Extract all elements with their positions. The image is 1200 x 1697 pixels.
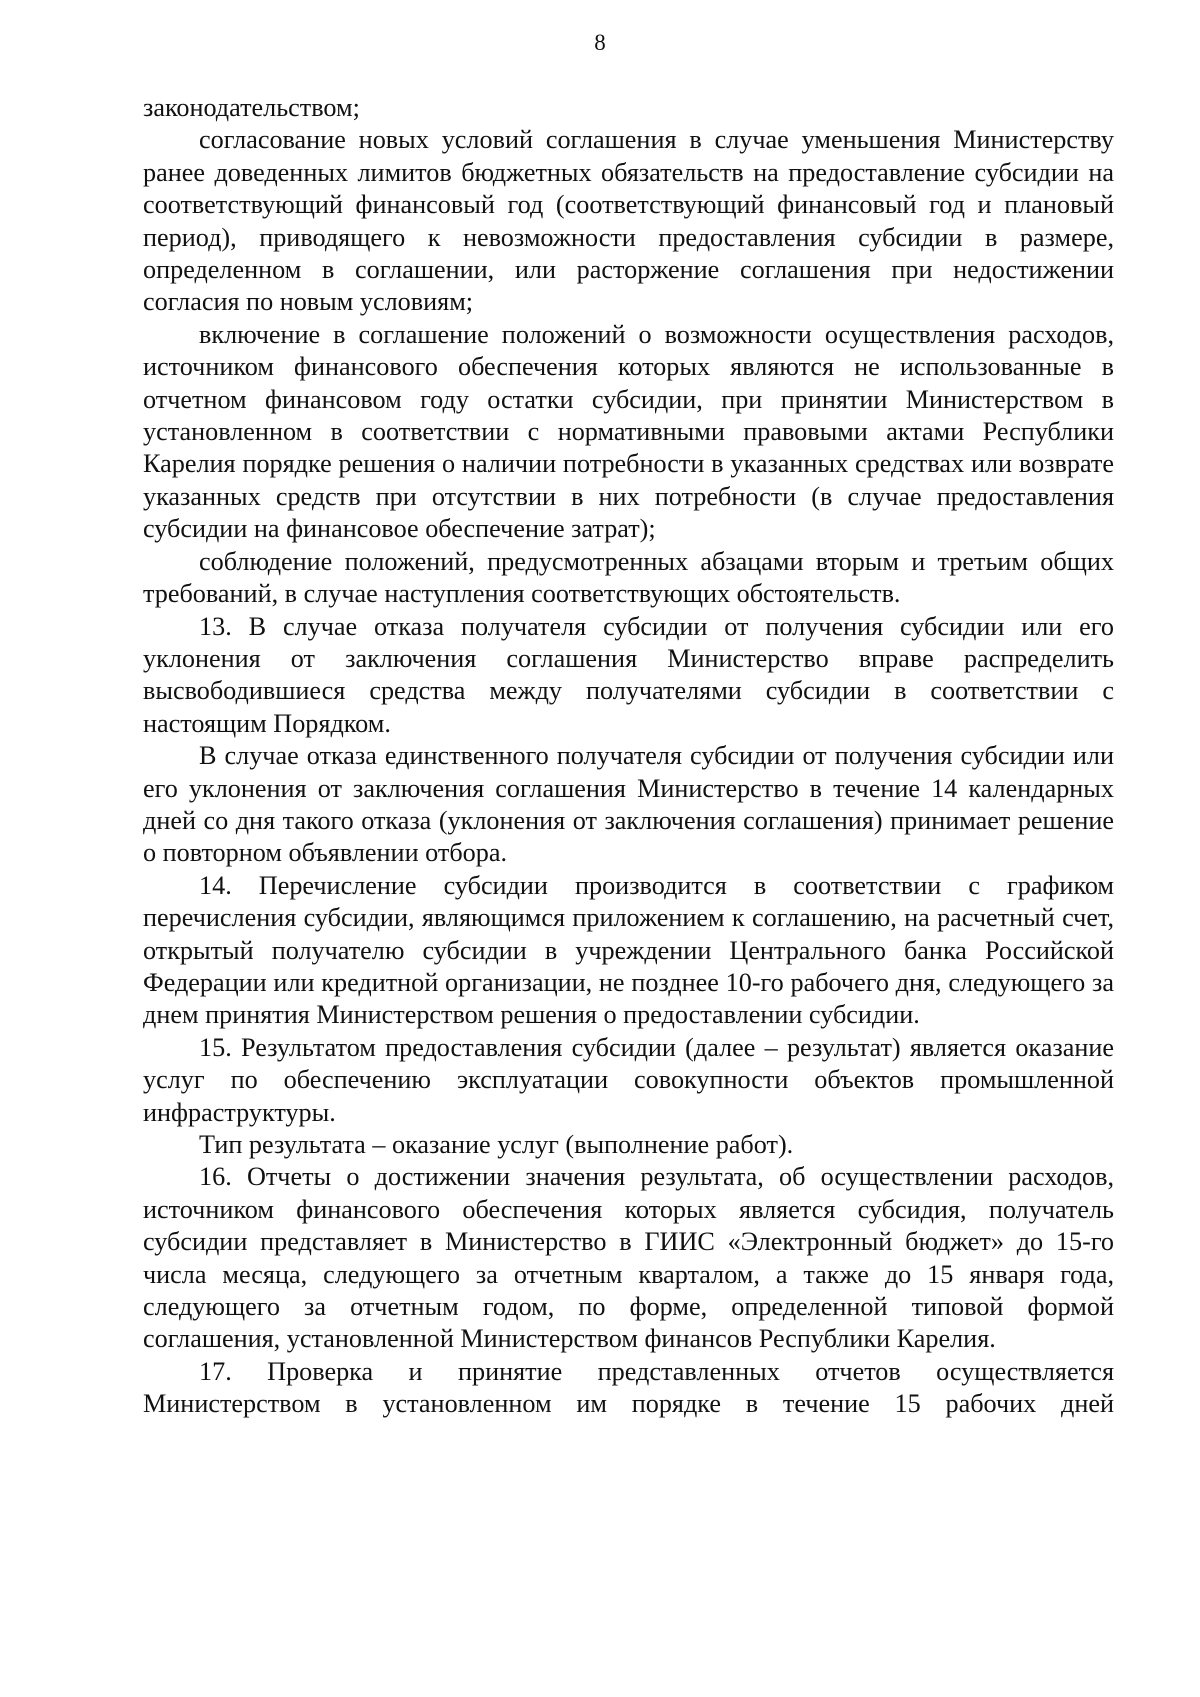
paragraph-new-conditions: согласование новых условий соглашения в случае уменьшения Министерству ранее доведенных лимитов бюджетных обязательств на предоставление субсидии на соответствующий финансовый год (соответствующий финансовый год и плановый период), приводящего к невозможности предоставления субсидии в размере, определенном в соглашении, или расторжение соглашения при недостижении согласия по новым условиям; — [143, 125, 1114, 317]
paragraph-result-type: Тип результата – оказание услуг (выполнение работ). — [199, 1130, 794, 1159]
paragraph-unused-balances: включение в соглашение положений о возможности осуществления расходов, источником финансового обеспечения которых являются не использованные в отчетном финансовом году остатки субсидии, при принятии Министерством в установленном в соответствии с нормативными правовыми актами Республики Карелия порядке решения о наличии потребности в указанных средствах или возврате указанных средств при отсутствии в них потребности (в случае предоставления субсидии на финансовое обеспечение затрат); — [143, 319, 1114, 544]
paragraph-item-16: 16. Отчеты о достижении значения результата, об осуществлении расходов, источником финансового обеспечения которых является субсидия, получатель субсидии представляет в Министерство в ГИИС «Электронный бюджет» до 15-го числа месяца, следующего за отчетным кварталом, а также до 15 января года, следующего за отчетным годом, по форме, определенной типовой формой соглашения, установленной Министерством финансов Республики Карелия. — [143, 1162, 1114, 1354]
document-body — [143, 92, 1114, 1421]
paragraph-item-14: 14. Перечисление субсидии производится в соответствии с графиком перечисления субсидии, являющимся приложением к соглашению, на расчетный счет, открытый получателю субсидии в учреждении Центрального банка Российской Федерации или кредитной организации, не позднее 10-го рабочего дня, следующего за днем принятия Министерством решения о предоставлении субсидии. — [143, 870, 1114, 1030]
paragraph-continuation: законодательством; — [143, 93, 360, 122]
page-number: 8 — [594, 30, 606, 55]
paragraph-item-17: 17. Проверка и принятие представленных отчетов осуществляется Министерством в установленном им порядке в течение 15 рабочих дней — [143, 1356, 1114, 1419]
paragraph-single-recipient: В случае отказа единственного получателя субсидии от получения субсидии или его уклонения от заключения соглашения Министерство в течение 14 календарных дней со дня такого отказа (уклонения от заключения соглашения) принимает решение о повторном объявлении отбора. — [143, 741, 1114, 868]
paragraph-compliance: соблюдение положений, предусмотренных абзацами вторым и третьим общих требований, в случае наступления соответствующих обстоятельств. — [143, 546, 1114, 609]
paragraph-item-15: 15. Результатом предоставления субсидии (далее – результат) является оказание услуг по обеспечению эксплуатации совокупности объектов промышленной инфраструктуры. — [143, 1032, 1114, 1127]
paragraph-item-13: 13. В случае отказа получателя субсидии от получения субсидии или его уклонения от заключения соглашения Министерство вправе распределить высвободившиеся средства между получателями субсидии в соответствии с настоящим Порядком. — [143, 611, 1114, 738]
